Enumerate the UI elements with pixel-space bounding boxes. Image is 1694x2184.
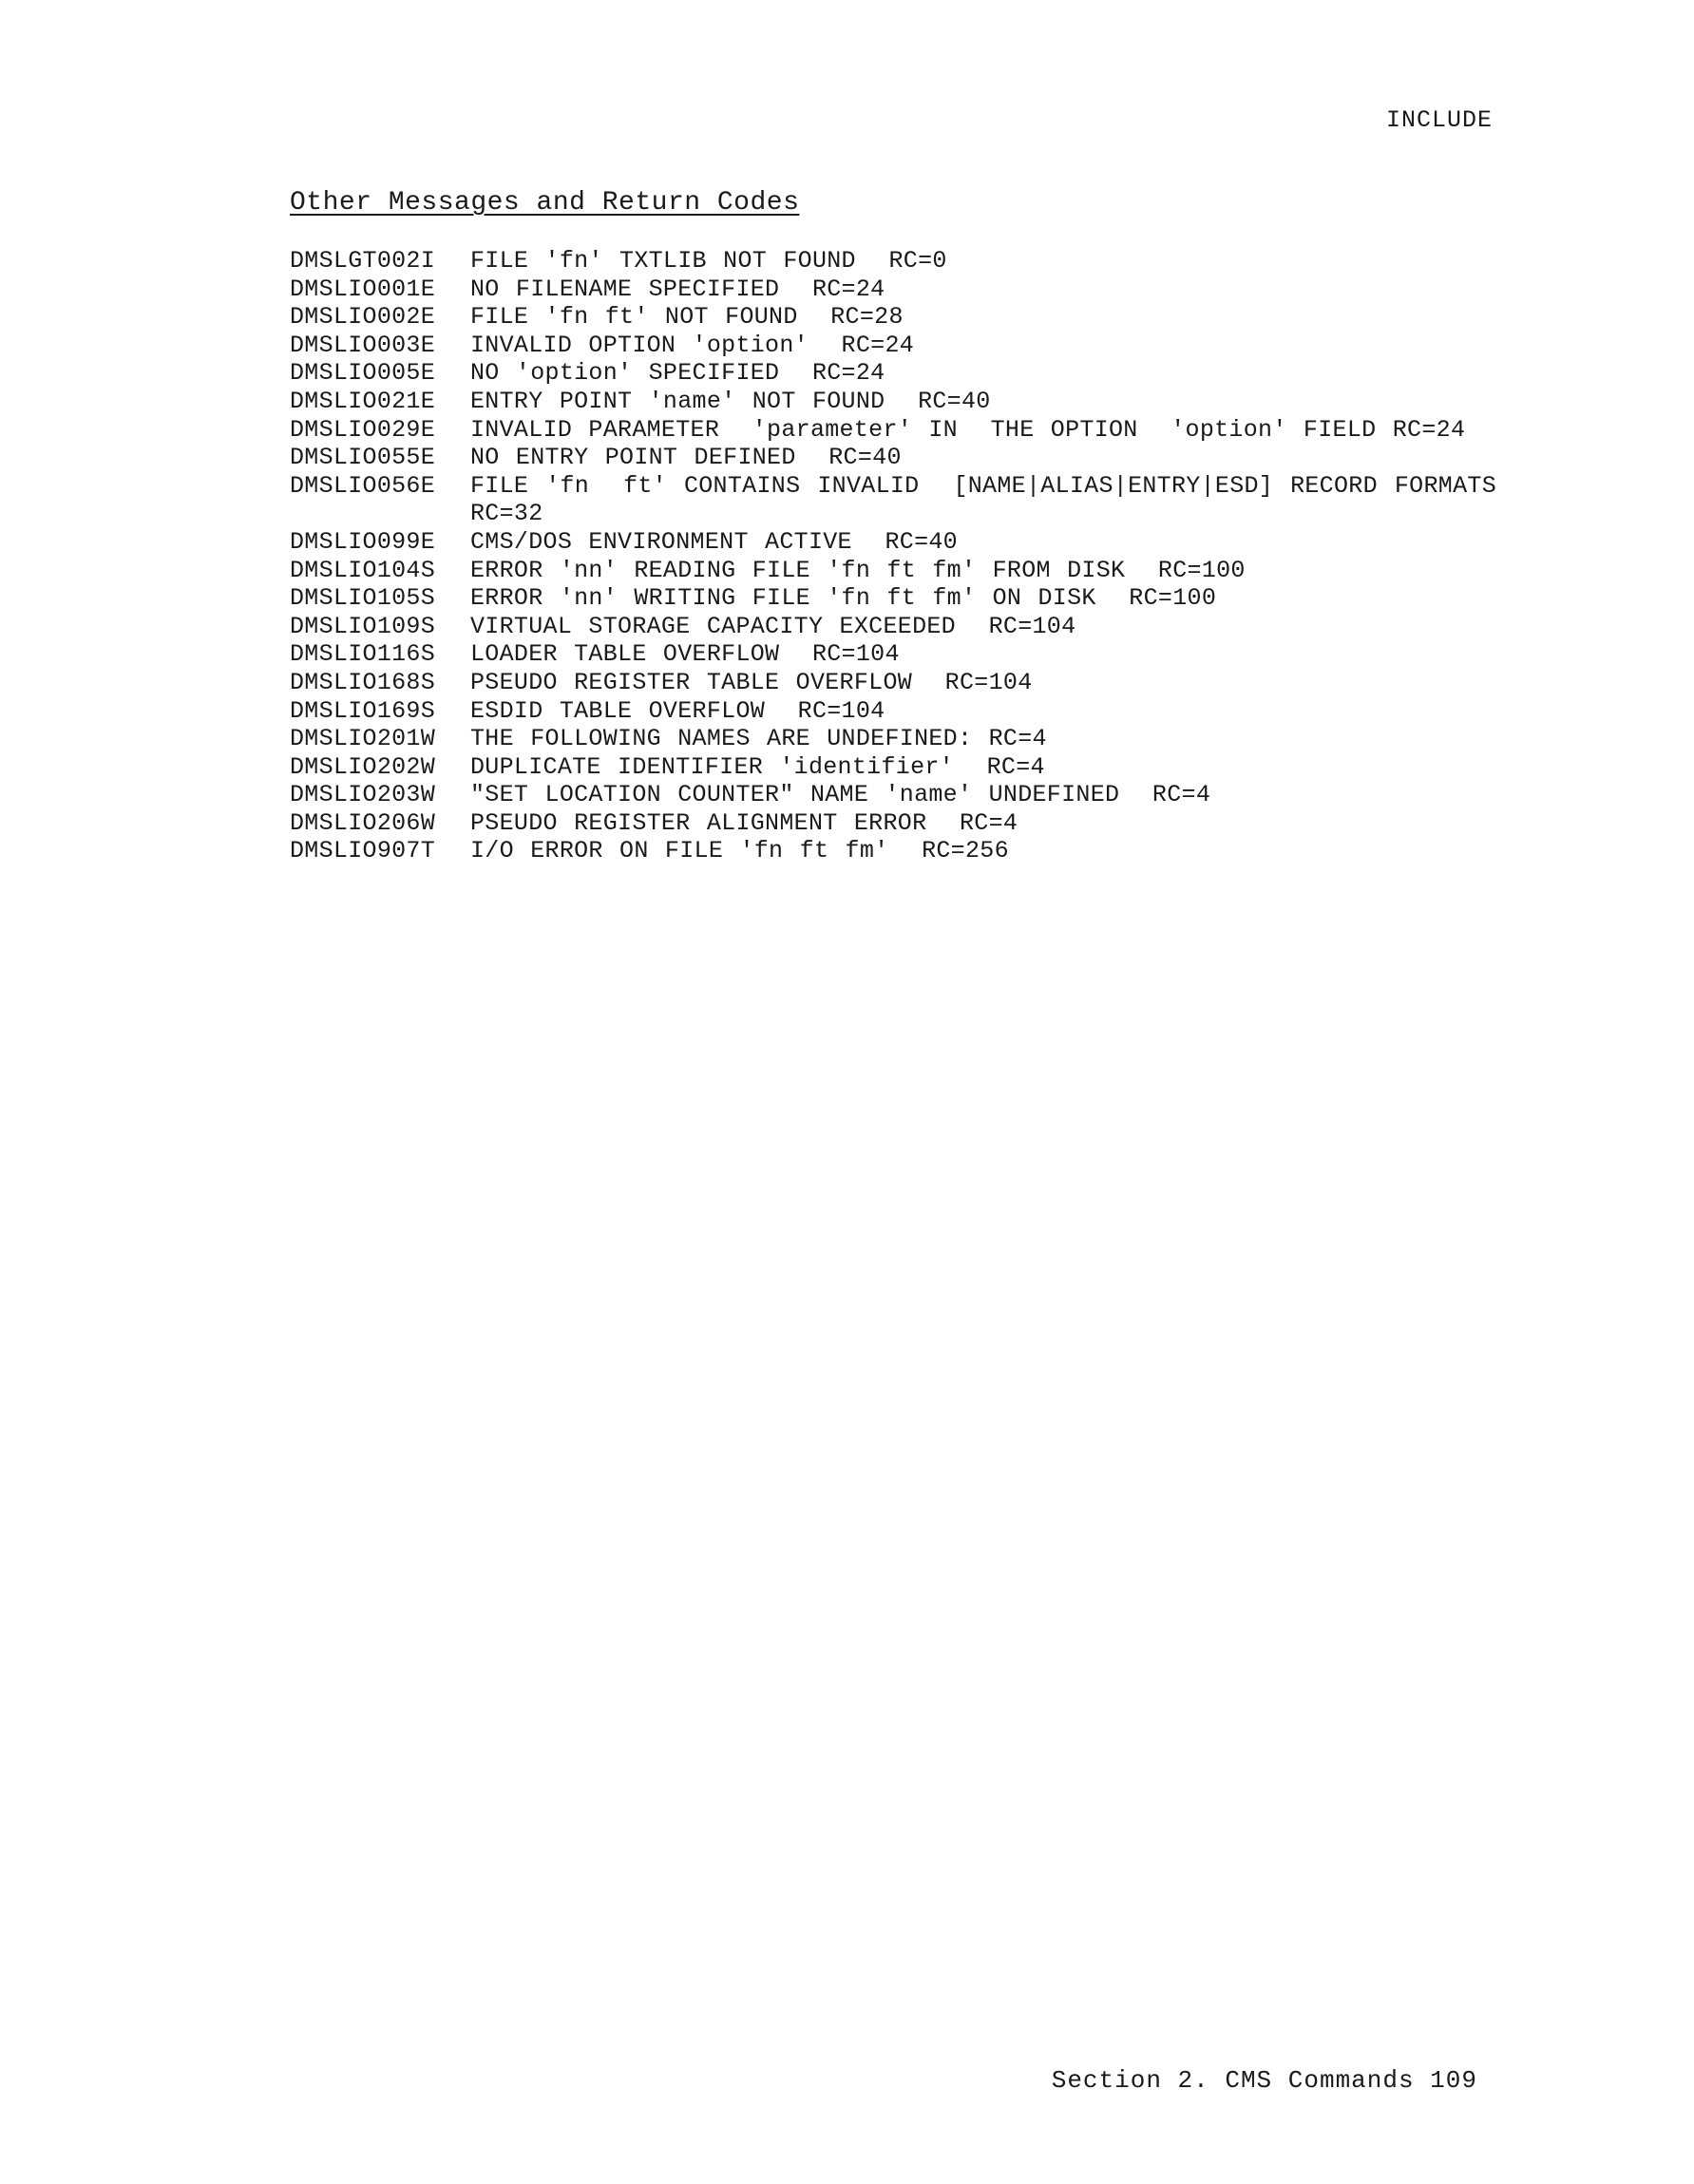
running-head: INCLUDE bbox=[1385, 106, 1493, 134]
message-code: DMSLIO029E bbox=[290, 415, 436, 444]
page-footer: Section 2. CMS Commands 109 bbox=[1051, 2066, 1477, 2095]
list-item bbox=[290, 528, 1496, 557]
list-item bbox=[290, 303, 1496, 332]
list-item bbox=[290, 557, 1496, 585]
message-text: FILE 'fn ft' NOT FOUND RC=28 bbox=[470, 303, 904, 332]
list-item bbox=[290, 332, 1496, 360]
message-text: ESDID TABLE OVERFLOW RC=104 bbox=[470, 696, 885, 725]
message-text: NO FILENAME SPECIFIED RC=24 bbox=[470, 275, 885, 303]
message-code: DMSLIO056E bbox=[290, 471, 436, 500]
message-text: LOADER TABLE OVERFLOW RC=104 bbox=[470, 640, 900, 669]
list-item bbox=[290, 416, 1496, 445]
list-item bbox=[290, 640, 1496, 669]
section-title: Other Messages and Return Codes bbox=[290, 188, 800, 218]
list-item bbox=[290, 809, 1496, 838]
message-text: INVALID OPTION 'option' RC=24 bbox=[470, 331, 915, 359]
message-code: DMSLIO206W bbox=[290, 808, 436, 837]
message-text: FILE 'fn ft' CONTAINS INVALID [NAME|ALIAS|ENTRY|ESD] RECORD FORMATS RC=32 bbox=[470, 471, 1530, 528]
list-item bbox=[290, 359, 1496, 388]
message-code: DMSLGT002I bbox=[290, 247, 436, 275]
message-text: ERROR 'nn' READING FILE 'fn ft fm' FROM DISK RC=100 bbox=[470, 556, 1246, 584]
list-item bbox=[290, 725, 1496, 753]
message-code: DMSLIO168S bbox=[290, 668, 436, 696]
message-text: "SET LOCATION COUNTER" NAME 'name' UNDEFINED RC=4 bbox=[470, 781, 1211, 809]
message-code: DMSLIO203W bbox=[290, 781, 436, 809]
list-item bbox=[290, 388, 1496, 416]
message-text: VIRTUAL STORAGE CAPACITY EXCEEDED RC=104 bbox=[470, 612, 1076, 640]
message-code: DMSLIO099E bbox=[290, 527, 436, 556]
message-code: DMSLIO116S bbox=[290, 640, 436, 669]
message-text: THE FOLLOWING NAMES ARE UNDEFINED: RC=4 bbox=[470, 725, 1047, 753]
list-item bbox=[290, 471, 1530, 528]
message-code: DMSLIO109S bbox=[290, 612, 436, 640]
list-item bbox=[290, 669, 1496, 697]
message-code: DMSLIO907T bbox=[290, 837, 436, 865]
message-code: DMSLIO105S bbox=[290, 584, 436, 613]
message-code: DMSLIO003E bbox=[290, 331, 436, 359]
message-text: NO 'option' SPECIFIED RC=24 bbox=[470, 359, 885, 388]
list-item bbox=[290, 837, 1496, 865]
list-item bbox=[290, 247, 1496, 275]
message-list bbox=[290, 247, 1530, 865]
list-item bbox=[290, 275, 1496, 304]
message-code: DMSLIO002E bbox=[290, 303, 436, 332]
list-item bbox=[290, 697, 1496, 726]
list-item bbox=[290, 753, 1496, 782]
message-code: DMSLIO202W bbox=[290, 752, 436, 781]
list-item bbox=[290, 781, 1496, 809]
list-item bbox=[290, 584, 1496, 613]
message-code: DMSLIO001E bbox=[290, 275, 436, 303]
message-text: CMS/DOS ENVIRONMENT ACTIVE RC=40 bbox=[470, 527, 958, 556]
message-code: DMSLIO104S bbox=[290, 556, 436, 584]
message-text: FILE 'fn' TXTLIB NOT FOUND RC=0 bbox=[470, 247, 947, 275]
message-text: NO ENTRY POINT DEFINED RC=40 bbox=[470, 444, 902, 472]
message-text: INVALID PARAMETER 'parameter' IN THE OPTION 'option' FIELD RC=24 bbox=[470, 415, 1466, 444]
message-code: DMSLIO021E bbox=[290, 387, 436, 415]
message-code: DMSLIO055E bbox=[290, 444, 436, 472]
message-text: PSEUDO REGISTER TABLE OVERFLOW RC=104 bbox=[470, 668, 1033, 696]
list-item bbox=[290, 613, 1496, 641]
message-text: ENTRY POINT 'name' NOT FOUND RC=40 bbox=[470, 387, 991, 415]
message-code: DMSLIO201W bbox=[290, 725, 436, 753]
message-text: ERROR 'nn' WRITING FILE 'fn ft fm' ON DISK RC=100 bbox=[470, 584, 1217, 613]
list-item bbox=[290, 444, 1496, 472]
message-text: I/O ERROR ON FILE 'fn ft fm' RC=256 bbox=[470, 837, 1009, 865]
message-code: DMSLIO169S bbox=[290, 696, 436, 725]
message-code: DMSLIO005E bbox=[290, 359, 436, 388]
message-text: DUPLICATE IDENTIFIER 'identifier' RC=4 bbox=[470, 752, 1045, 781]
message-text: PSEUDO REGISTER ALIGNMENT ERROR RC=4 bbox=[470, 808, 1018, 837]
